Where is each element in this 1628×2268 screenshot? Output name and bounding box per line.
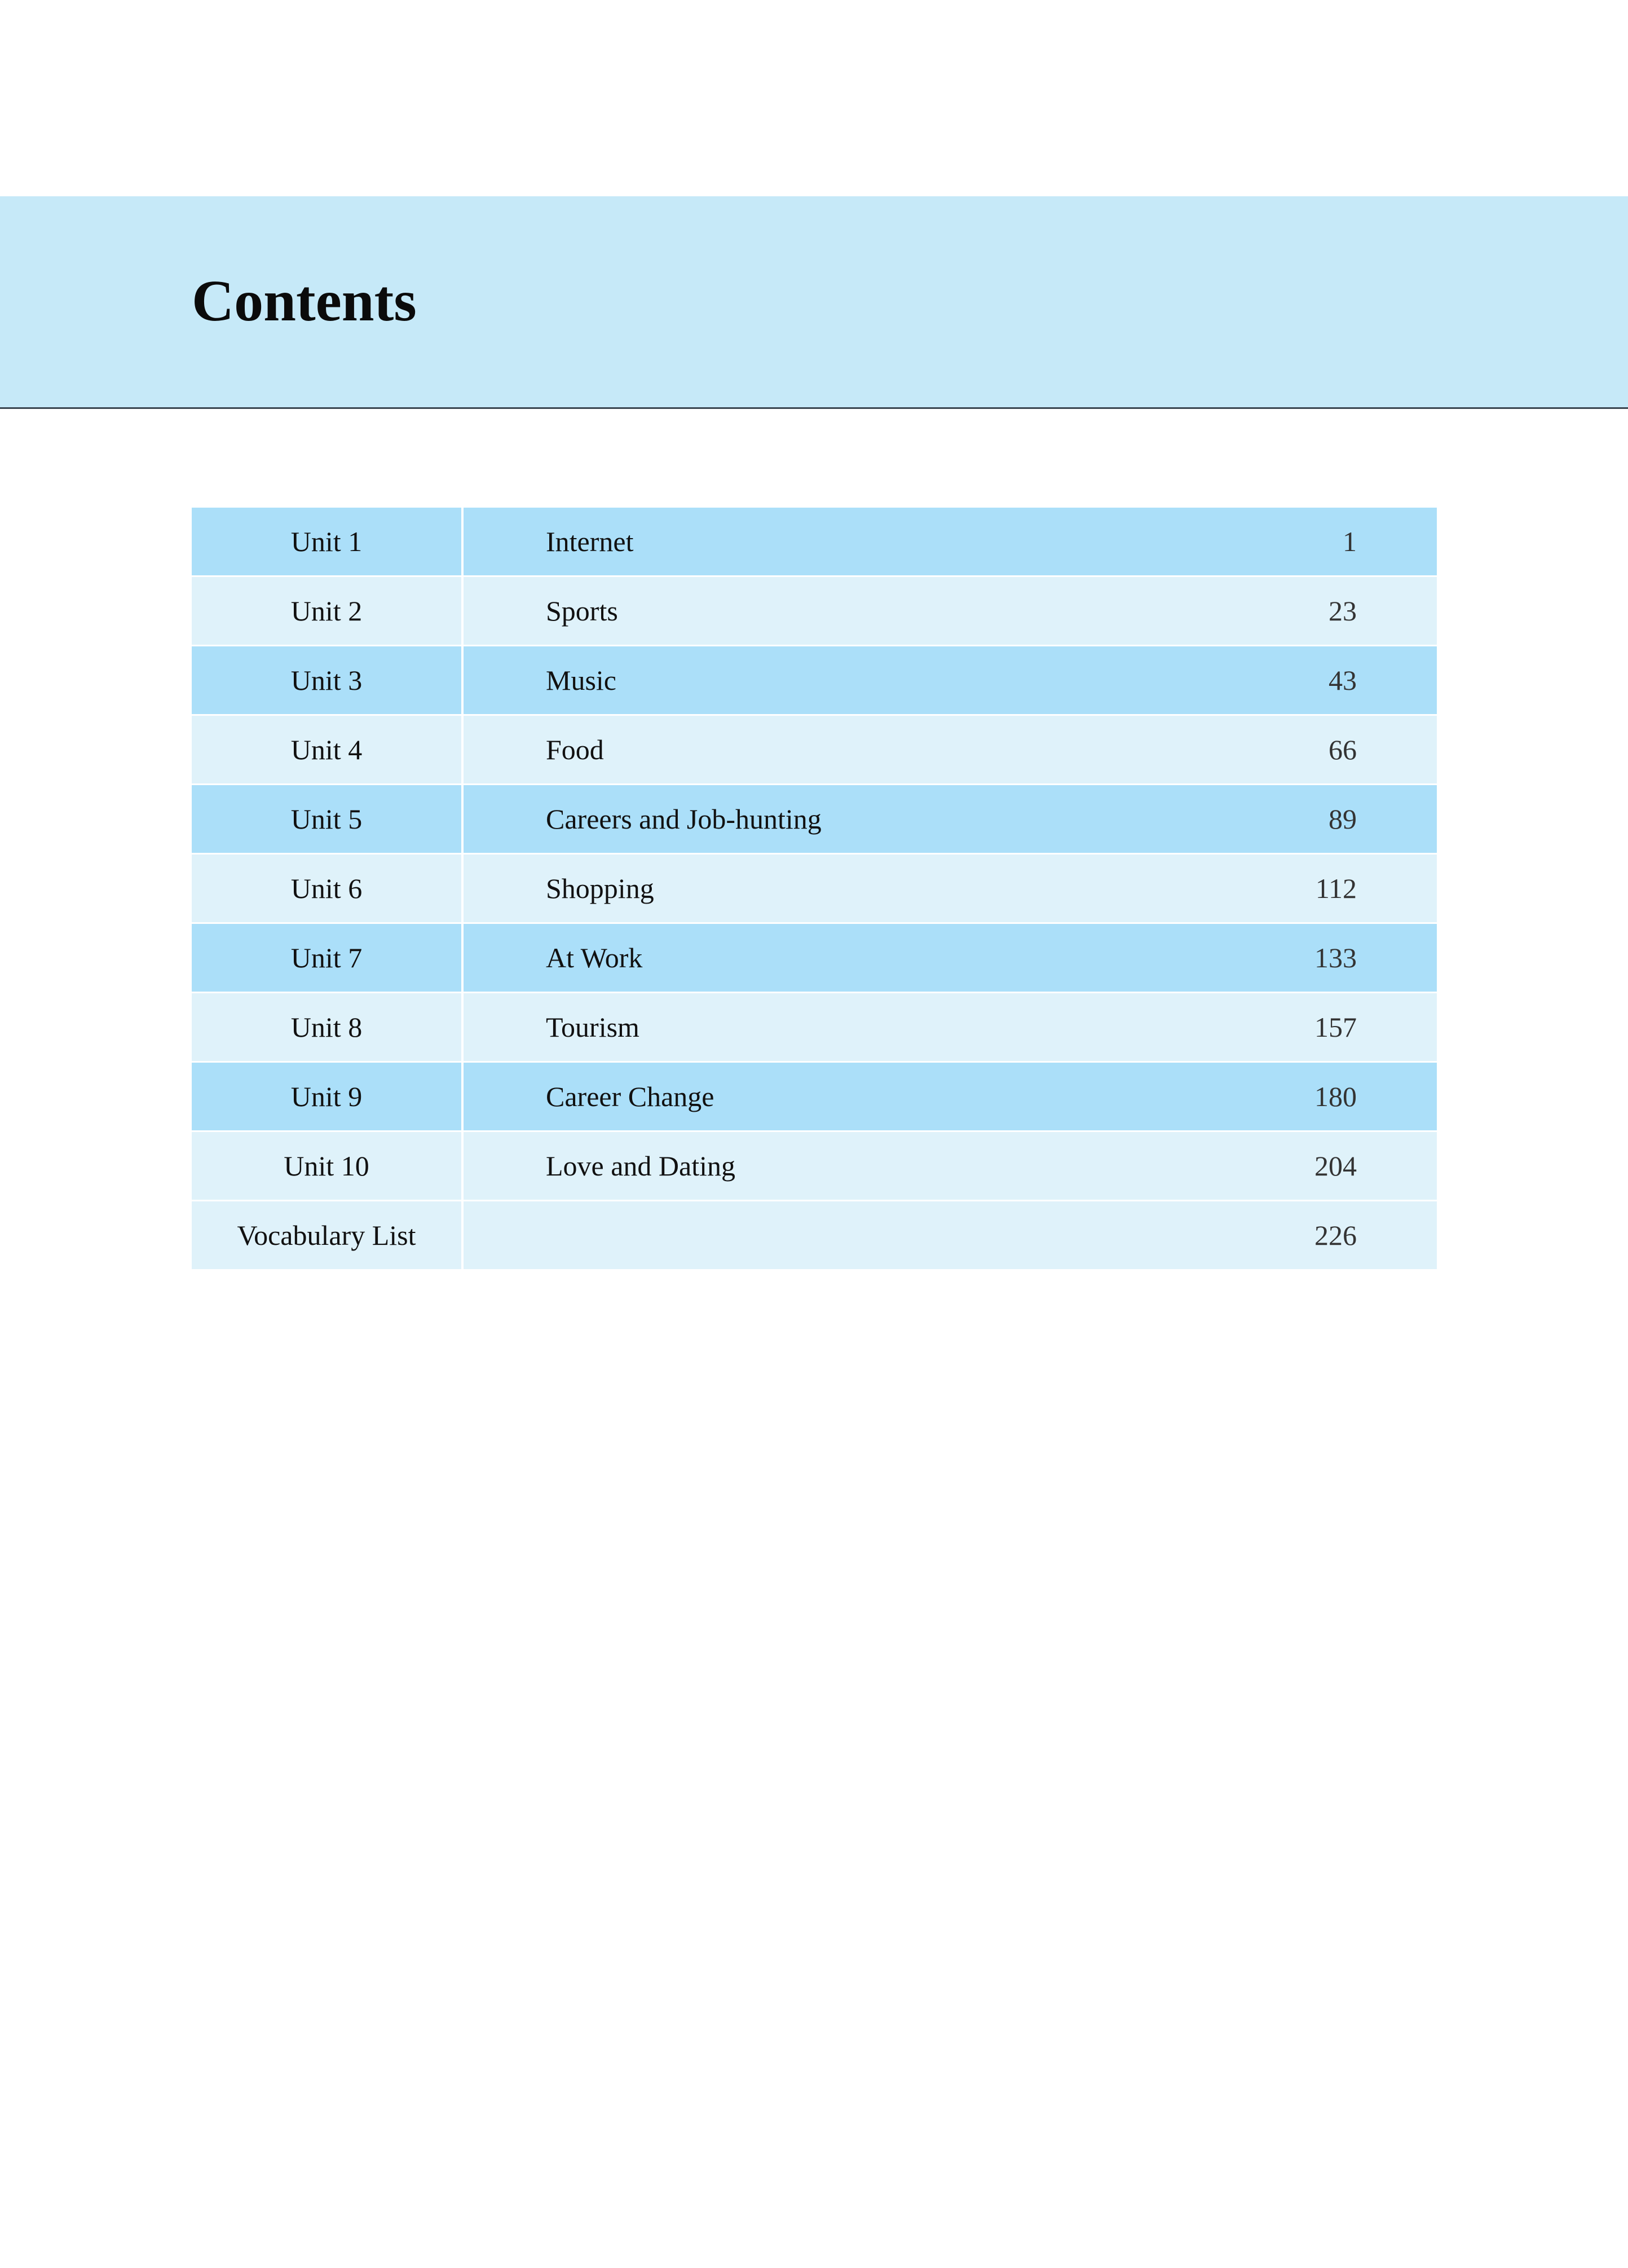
page-number: 133 xyxy=(1314,942,1357,974)
unit-title[interactable]: Love and Dating xyxy=(546,1150,736,1182)
page-number: 43 xyxy=(1329,664,1357,696)
title-cell xyxy=(462,715,1437,785)
title-cell xyxy=(462,646,1437,715)
title-cell xyxy=(462,508,1437,576)
unit-title[interactable]: At Work xyxy=(546,942,643,974)
page-number: 66 xyxy=(1329,734,1357,765)
unit-label: Unit 2 xyxy=(192,576,462,646)
toc-row[interactable] xyxy=(192,993,1437,1062)
toc-row[interactable] xyxy=(192,576,1437,646)
title-cell xyxy=(462,785,1437,854)
title-cell xyxy=(462,1201,1437,1270)
title-cell xyxy=(462,993,1437,1062)
toc-row[interactable] xyxy=(192,1131,1437,1201)
title-cell xyxy=(462,854,1437,923)
unit-label: Unit 9 xyxy=(192,1062,462,1131)
page-number: 89 xyxy=(1329,803,1357,835)
contents-table xyxy=(192,508,1437,1269)
toc-row[interactable] xyxy=(192,646,1437,715)
toc-row[interactable] xyxy=(192,854,1437,923)
title-cell xyxy=(462,576,1437,646)
unit-label: Unit 8 xyxy=(192,993,462,1062)
unit-label: Unit 4 xyxy=(192,715,462,785)
unit-label: Unit 1 xyxy=(192,508,462,576)
page-title: Contents xyxy=(192,268,417,333)
page-number: 23 xyxy=(1329,595,1357,627)
unit-label: Unit 7 xyxy=(192,923,462,993)
unit-label: Unit 6 xyxy=(192,854,462,923)
toc-row[interactable] xyxy=(192,715,1437,785)
unit-title[interactable]: Careers and Job-hunting xyxy=(546,803,822,835)
title-cell xyxy=(462,1062,1437,1131)
title-cell xyxy=(462,923,1437,993)
unit-title[interactable]: Sports xyxy=(546,595,618,627)
page-number: 157 xyxy=(1314,1011,1357,1043)
unit-title[interactable]: Internet xyxy=(546,526,634,557)
page-number: 226 xyxy=(1314,1219,1357,1251)
page-number: 1 xyxy=(1343,526,1357,557)
unit-title[interactable]: Shopping xyxy=(546,873,654,904)
page-number: 112 xyxy=(1315,873,1357,904)
toc-row[interactable] xyxy=(192,1201,1437,1270)
toc-row[interactable] xyxy=(192,1062,1437,1131)
unit-title[interactable]: Music xyxy=(546,664,616,696)
page-number: 180 xyxy=(1314,1081,1357,1112)
unit-title[interactable]: Food xyxy=(546,734,604,765)
page-number: 204 xyxy=(1314,1150,1357,1182)
toc-row[interactable] xyxy=(192,508,1437,576)
toc-row[interactable] xyxy=(192,785,1437,854)
toc-row[interactable] xyxy=(192,923,1437,993)
unit-label: Unit 10 xyxy=(192,1131,462,1201)
unit-label: Vocabulary List xyxy=(192,1201,462,1270)
unit-label: Unit 5 xyxy=(192,785,462,854)
title-cell xyxy=(462,1131,1437,1201)
unit-label: Unit 3 xyxy=(192,646,462,715)
unit-title[interactable]: Career Change xyxy=(546,1081,714,1112)
unit-title[interactable]: Tourism xyxy=(546,1011,639,1043)
